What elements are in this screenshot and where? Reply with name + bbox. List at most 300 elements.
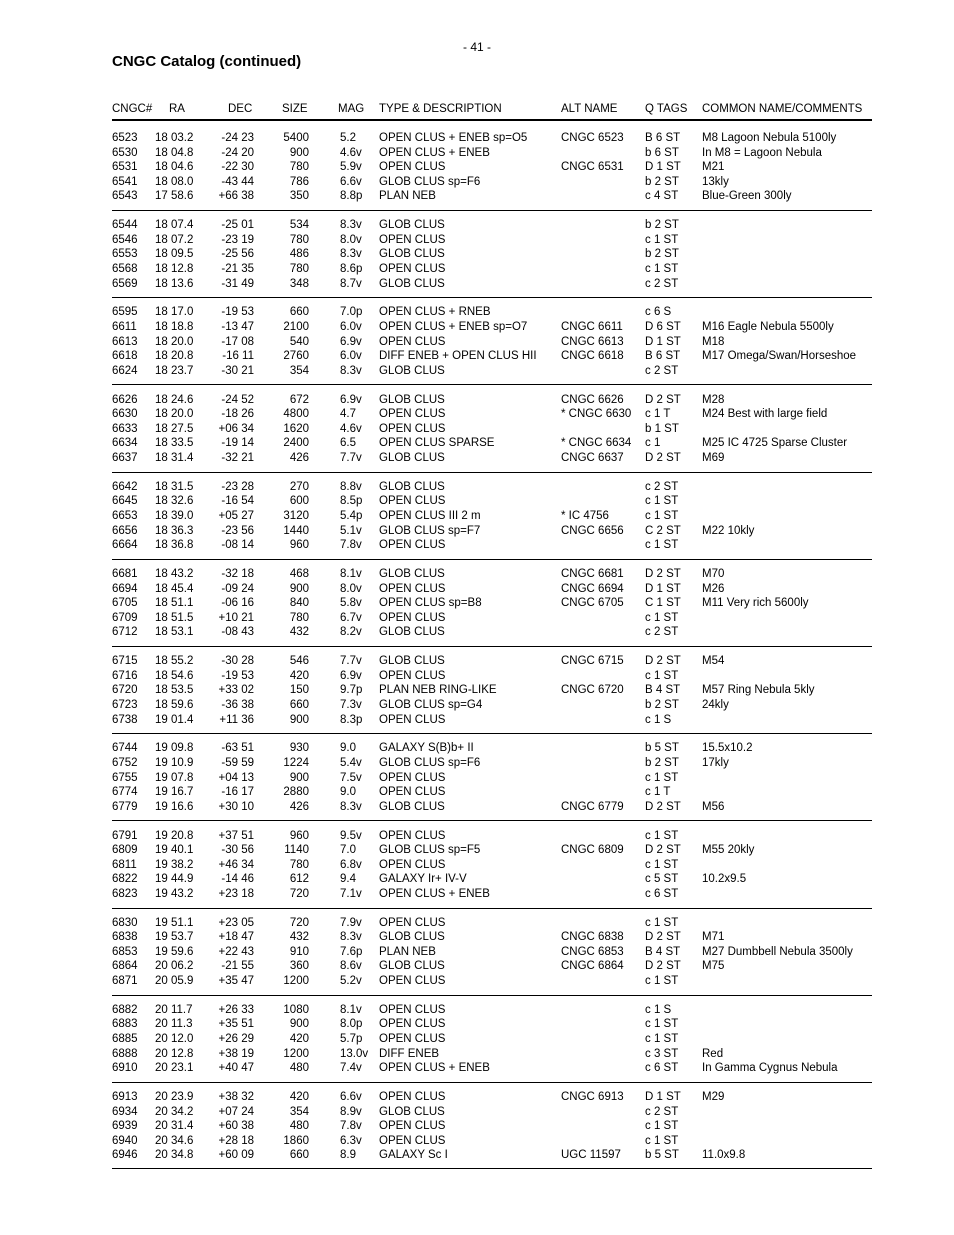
cell-comments: M71 (702, 931, 725, 944)
cell-cngc: 6744 (112, 742, 138, 755)
cell-ra: 18 43.2 (155, 567, 194, 580)
cell-alt-name: CNGC 6838 (561, 931, 624, 944)
cell-cngc: 6624 (112, 364, 138, 377)
cell-cngc: 6645 (112, 495, 138, 508)
cell-alt-name: CNGC 6626 (561, 393, 624, 406)
header-mag: MAG (338, 103, 365, 115)
cell-cngc: 6523 (112, 132, 138, 144)
cell-ra: 18 36.8 (155, 539, 194, 552)
cell-dec: +38 19 (218, 1047, 254, 1060)
table-row (112, 160, 872, 175)
cell-size: 1224 (283, 756, 309, 769)
cell-mag: 8.1v (340, 1003, 362, 1016)
cell-size: 426 (289, 451, 309, 464)
cell-dec: -32 18 (221, 567, 254, 580)
table-row (112, 596, 872, 611)
group-divider (112, 297, 872, 298)
cell-comments: M22 10kly (702, 524, 755, 537)
cell-comments: M54 (702, 655, 725, 668)
cell-cngc: 6838 (112, 931, 138, 944)
cell-comments: M11 Very rich 5600ly (702, 597, 809, 610)
cell-ra: 18 09.5 (155, 248, 194, 261)
header-dec: DEC (228, 103, 253, 115)
cell-q-tags: b 5 ST (645, 1149, 679, 1162)
cell-type: GLOB CLUS (379, 277, 445, 290)
cell-ra: 19 38.2 (155, 858, 194, 871)
cell-dec: -30 21 (221, 364, 254, 377)
cell-q-tags: c 6 S (645, 306, 672, 319)
cell-type: PLAN NEB (379, 190, 436, 203)
cell-mag: 4.6v (340, 146, 362, 159)
cell-alt-name: CNGC 6681 (561, 567, 624, 580)
cell-type: GLOB CLUS (379, 451, 445, 464)
cell-q-tags: c 1 ST (645, 495, 679, 508)
cell-q-tags: b 1 ST (645, 422, 679, 435)
cell-ra: 20 23.9 (155, 1091, 194, 1104)
cell-mag: 8.6p (340, 262, 363, 275)
cell-mag: 13.0v (340, 1047, 369, 1060)
table-row (112, 887, 872, 902)
cell-mag: 7.3v (340, 698, 362, 711)
cell-q-tags: D 1 ST (645, 335, 681, 348)
cell-mag: 6.9v (340, 393, 362, 406)
cell-mag: 8.2v (340, 626, 362, 639)
cell-dec: -32 21 (221, 451, 254, 464)
cell-comments: M70 (702, 567, 725, 580)
cell-cngc: 6934 (112, 1105, 138, 1118)
cell-alt-name: CNGC 6637 (561, 451, 624, 464)
cell-dec: +26 29 (218, 1033, 254, 1046)
cell-type: GLOB CLUS (379, 248, 445, 261)
cell-type: OPEN CLUS sp=B8 (379, 597, 482, 610)
cell-dec: -21 35 (221, 262, 254, 275)
cell-size: 900 (289, 582, 309, 595)
table-row (112, 189, 872, 204)
cell-dec: +40 47 (218, 1062, 254, 1075)
cell-type: GLOB CLUS (379, 1105, 445, 1118)
cell-ra: 19 09.8 (155, 742, 194, 755)
cell-size: 780 (289, 233, 309, 246)
cell-dec: -14 46 (221, 873, 254, 886)
table-row (112, 1003, 872, 1018)
table-row (112, 335, 872, 350)
cell-mag: 8.3v (340, 364, 362, 377)
cell-dec: +46 34 (218, 858, 254, 871)
cell-q-tags: c 1 ST (645, 669, 679, 682)
cell-dec: -16 54 (221, 495, 254, 508)
cell-size: 1860 (283, 1134, 309, 1147)
cell-ra: 19 10.9 (155, 756, 194, 769)
cell-size: 900 (289, 713, 309, 726)
cell-cngc: 6705 (112, 597, 138, 610)
table-row (112, 407, 872, 422)
cell-cngc: 6531 (112, 161, 138, 174)
cell-mag: 5.4v (340, 756, 362, 769)
header-q-tags: Q TAGS (645, 103, 688, 115)
cell-comments: M69 (702, 451, 725, 464)
cell-cngc: 6712 (112, 626, 138, 639)
cell-comments: 24kly (702, 698, 729, 711)
cell-dec: -21 55 (221, 960, 254, 973)
cell-ra: 20 23.1 (155, 1062, 194, 1075)
cell-q-tags: c 1 ST (645, 975, 679, 988)
cell-alt-name: UGC 11597 (561, 1149, 621, 1162)
cell-alt-name: CNGC 6613 (561, 335, 624, 348)
cell-size: 420 (289, 669, 309, 682)
cell-alt-name: CNGC 6715 (561, 655, 624, 668)
cell-size: 900 (289, 1018, 309, 1031)
cell-type: OPEN CLUS (379, 916, 446, 929)
cell-q-tags: c 2 ST (645, 277, 679, 290)
header-cngc: CNGC# (112, 103, 153, 115)
cell-size: 432 (289, 626, 309, 639)
table-row (112, 131, 872, 146)
table-row (112, 1047, 872, 1062)
group-divider (112, 908, 872, 909)
table-header (112, 103, 872, 119)
cell-type: OPEN CLUS (379, 539, 446, 552)
cell-comments: 11.0x9.8 (702, 1149, 746, 1162)
cell-cngc: 6723 (112, 698, 138, 711)
cell-type: GLOB CLUS (379, 655, 445, 668)
cell-size: 660 (289, 1149, 309, 1162)
cell-cngc: 6755 (112, 771, 138, 784)
cell-size: 720 (289, 887, 309, 900)
table-row (112, 262, 872, 277)
table-row (112, 509, 872, 524)
cell-size: 360 (289, 960, 309, 973)
cell-type: OPEN CLUS + ENEB sp=O7 (379, 320, 528, 333)
table-row (112, 698, 872, 713)
cell-dec: +30 10 (218, 800, 254, 813)
row-group (112, 567, 872, 654)
cell-size: 1140 (284, 844, 309, 857)
table-row (112, 771, 872, 786)
table-row (112, 524, 872, 539)
cell-q-tags: c 1 ST (645, 262, 679, 275)
cell-q-tags: B 6 ST (645, 132, 681, 144)
cell-mag: 6.9v (340, 335, 362, 348)
table-row (112, 829, 872, 844)
cell-comments: M8 Lagoon Nebula 5100ly (702, 132, 837, 144)
cell-size: 480 (289, 1062, 309, 1075)
cell-comments: M56 (702, 800, 725, 813)
cell-cngc: 6630 (112, 408, 138, 421)
cell-ra: 18 07.2 (155, 233, 194, 246)
table-row (112, 1119, 872, 1134)
cell-comments: 13kly (702, 175, 729, 188)
cell-q-tags: D 2 ST (645, 655, 681, 668)
row-group (112, 393, 872, 480)
table-row (112, 480, 872, 495)
cell-mag: 8.9v (340, 1105, 362, 1118)
table-row (112, 582, 872, 597)
cell-q-tags: D 2 ST (645, 844, 681, 857)
cell-dec: -24 20 (221, 146, 254, 159)
cell-cngc: 6637 (112, 451, 138, 464)
cell-ra: 18 59.6 (155, 698, 194, 711)
cell-alt-name: CNGC 6523 (561, 132, 624, 144)
cell-ra: 19 16.7 (155, 786, 194, 799)
cell-size: 350 (289, 190, 309, 203)
cell-type: OPEN CLUS + RNEB (379, 306, 491, 319)
cell-size: 900 (289, 771, 309, 784)
cell-q-tags: c 1 ST (645, 858, 679, 871)
cell-ra: 18 03.2 (155, 132, 194, 144)
cell-cngc: 6822 (112, 873, 138, 886)
cell-type: GLOB CLUS (379, 219, 445, 232)
cell-size: 900 (289, 146, 309, 159)
catalog-table (112, 131, 872, 1177)
cell-dec: +35 47 (218, 975, 254, 988)
table-row (112, 945, 872, 960)
cell-size: 150 (289, 684, 309, 697)
cell-dec: -19 53 (221, 306, 254, 319)
cell-comments: 15.5x10.2 (702, 742, 753, 755)
table-row (112, 1134, 872, 1149)
cell-type: GLOB CLUS sp=F5 (379, 844, 481, 857)
cell-type: GLOB CLUS sp=F7 (379, 524, 481, 537)
cell-dec: -24 23 (221, 132, 254, 144)
page-title: CNGC Catalog (continued) (112, 53, 302, 70)
cell-ra: 20 34.2 (155, 1105, 194, 1118)
cell-cngc: 6830 (112, 916, 138, 929)
cell-q-tags: c 1 ST (645, 233, 679, 246)
cell-size: 910 (289, 945, 309, 958)
cell-mag: 7.8v (340, 539, 362, 552)
cell-ra: 20 06.2 (155, 960, 194, 973)
cell-ra: 18 27.5 (155, 422, 194, 435)
cell-type: OPEN CLUS (379, 582, 446, 595)
cell-dec: +06 34 (218, 422, 254, 435)
cell-type: OPEN CLUS (379, 161, 446, 174)
cell-size: 2400 (283, 437, 309, 450)
cell-cngc: 6694 (112, 582, 138, 595)
table-row (112, 916, 872, 931)
cell-size: 780 (289, 161, 309, 174)
cell-mag: 7.6p (340, 945, 363, 958)
cell-q-tags: D 2 ST (645, 800, 681, 813)
cell-cngc: 6543 (112, 190, 138, 203)
cell-mag: 8.8v (340, 480, 362, 493)
cell-comments: M75 (702, 960, 725, 973)
cell-q-tags: b 5 ST (645, 742, 679, 755)
cell-type: GLOB CLUS (379, 480, 445, 493)
row-group (112, 741, 872, 828)
cell-comments: M21 (702, 161, 725, 174)
cell-ra: 19 20.8 (155, 829, 194, 842)
group-divider (112, 472, 872, 473)
cell-type: OPEN CLUS III 2 m (379, 509, 481, 522)
cell-size: 2880 (283, 786, 309, 799)
header-type: TYPE & DESCRIPTION (379, 103, 502, 115)
cell-type: OPEN CLUS + ENEB (379, 146, 490, 159)
group-divider (112, 820, 872, 821)
group-divider (112, 210, 872, 211)
cell-type: GALAXY S(B)b+ II (379, 742, 474, 755)
cell-ra: 19 59.6 (155, 945, 194, 958)
cell-q-tags: B 4 ST (645, 945, 681, 958)
cell-dec: -31 49 (221, 277, 254, 290)
row-group (112, 654, 872, 741)
cell-cngc: 6853 (112, 945, 138, 958)
cell-alt-name: CNGC 6913 (561, 1091, 624, 1104)
cell-ra: 18 24.6 (155, 393, 194, 406)
cell-ra: 18 53.1 (155, 626, 194, 639)
cell-ra: 20 11.7 (155, 1003, 193, 1016)
cell-type: OPEN CLUS + ENEB (379, 887, 490, 900)
cell-ra: 19 43.2 (155, 887, 194, 900)
cell-type: OPEN CLUS (379, 975, 446, 988)
cell-mag: 8.1v (340, 567, 362, 580)
cell-size: 930 (289, 742, 309, 755)
cell-cngc: 6709 (112, 611, 138, 624)
cell-cngc: 6634 (112, 437, 138, 450)
cell-alt-name: CNGC 6694 (561, 582, 624, 595)
cell-size: 5400 (283, 132, 309, 144)
cell-q-tags: b 2 ST (645, 219, 679, 232)
cell-ra: 18 17.0 (155, 306, 194, 319)
cell-ra: 19 16.6 (155, 800, 194, 813)
cell-cngc: 6811 (112, 858, 137, 871)
cell-cngc: 6653 (112, 509, 138, 522)
cell-cngc: 6946 (112, 1149, 138, 1162)
cell-q-tags: c 1 ST (645, 916, 679, 929)
cell-cngc: 6546 (112, 233, 138, 246)
table-row (112, 1148, 872, 1163)
cell-alt-name: CNGC 6618 (561, 350, 624, 363)
cell-q-tags: D 1 ST (645, 582, 681, 595)
cell-mag: 7.0 (340, 844, 356, 857)
cell-ra: 18 13.6 (155, 277, 194, 290)
cell-q-tags: c 3 ST (645, 1047, 679, 1060)
cell-q-tags: c 1 S (645, 1003, 672, 1016)
cell-type: GLOB CLUS (379, 567, 445, 580)
cell-size: 354 (289, 1105, 309, 1118)
cell-mag: 4.6v (340, 422, 362, 435)
cell-cngc: 6611 (112, 320, 137, 333)
cell-mag: 9.0 (340, 742, 356, 755)
cell-type: GALAXY Sc I (379, 1149, 448, 1162)
table-row (112, 349, 872, 364)
cell-ra: 18 55.2 (155, 655, 194, 668)
cell-alt-name: CNGC 6705 (561, 597, 624, 610)
cell-q-tags: D 2 ST (645, 567, 681, 580)
cell-cngc: 6642 (112, 480, 138, 493)
cell-mag: 9.5v (340, 829, 362, 842)
cell-type: OPEN CLUS (379, 1120, 446, 1133)
cell-size: 660 (289, 698, 309, 711)
cell-mag: 5.9v (340, 161, 362, 174)
cell-dec: +23 18 (218, 887, 254, 900)
cell-q-tags: b 2 ST (645, 698, 679, 711)
table-row (112, 436, 872, 451)
table-row (112, 930, 872, 945)
cell-dec: -13 47 (221, 320, 254, 333)
cell-mag: 4.7 (340, 408, 356, 421)
cell-dec: -30 28 (221, 655, 254, 668)
cell-ra: 18 51.1 (155, 597, 194, 610)
cell-mag: 7.8v (340, 1120, 362, 1133)
cell-size: 1620 (283, 422, 309, 435)
table-row (112, 654, 872, 669)
table-row (112, 277, 872, 292)
table-row (112, 567, 872, 582)
table-row (112, 683, 872, 698)
table-row (112, 785, 872, 800)
cell-dec: -43 44 (221, 175, 254, 188)
cell-type: OPEN CLUS (379, 408, 446, 421)
row-group (112, 131, 872, 218)
row-group (112, 1090, 872, 1177)
cell-cngc: 6888 (112, 1047, 138, 1060)
cell-cngc: 6823 (112, 887, 138, 900)
cell-dec: -16 17 (221, 786, 254, 799)
cell-alt-name: CNGC 6779 (561, 800, 624, 813)
cell-ra: 18 31.4 (155, 451, 194, 464)
table-row (112, 146, 872, 161)
cell-type: OPEN CLUS (379, 771, 446, 784)
cell-ra: 18 20.0 (155, 408, 194, 421)
cell-cngc: 6568 (112, 262, 138, 275)
cell-q-tags: c 1 ST (645, 1018, 679, 1031)
cell-alt-name: * CNGC 6634 (561, 437, 632, 450)
cell-q-tags: c 1 ST (645, 539, 679, 552)
cell-ra: 18 45.4 (155, 582, 194, 595)
cell-mag: 9.0 (340, 786, 356, 799)
cell-q-tags: c 1 T (645, 786, 671, 799)
cell-type: OPEN CLUS (379, 713, 446, 726)
cell-ra: 18 39.0 (155, 509, 194, 522)
cell-q-tags: c 2 ST (645, 364, 679, 377)
cell-dec: -17 08 (221, 335, 254, 348)
table-row (112, 1105, 872, 1120)
cell-ra: 18 12.8 (155, 262, 194, 275)
cell-comments: M25 IC 4725 Sparse Cluster (702, 437, 848, 450)
cell-ra: 18 04.6 (155, 161, 194, 174)
cell-size: 2760 (283, 350, 309, 363)
cell-type: OPEN CLUS (379, 262, 446, 275)
cell-dec: +33 02 (218, 684, 254, 697)
cell-q-tags: b 2 ST (645, 175, 679, 188)
cell-ra: 19 53.7 (155, 931, 194, 944)
cell-size: 960 (289, 539, 309, 552)
cell-size: 354 (289, 364, 309, 377)
cell-type: PLAN NEB (379, 945, 436, 958)
cell-type: OPEN CLUS (379, 1033, 446, 1046)
cell-type: OPEN CLUS (379, 786, 446, 799)
table-row (112, 538, 872, 553)
cell-mag: 6.6v (340, 1091, 362, 1104)
cell-ra: 17 58.6 (155, 190, 194, 203)
cell-ra: 19 40.1 (155, 844, 194, 857)
cell-comments: M18 (702, 335, 725, 348)
cell-size: 840 (289, 597, 309, 610)
cell-size: 534 (289, 219, 309, 232)
cell-type: OPEN CLUS (379, 233, 446, 246)
cell-cngc: 6809 (112, 844, 138, 857)
cell-dec: +23 05 (218, 916, 254, 929)
row-group (112, 480, 872, 567)
cell-size: 480 (289, 1120, 309, 1133)
cell-cngc: 6864 (112, 960, 138, 973)
cell-dec: +37 51 (218, 829, 254, 842)
table-row (112, 320, 872, 335)
cell-dec: -08 14 (221, 539, 254, 552)
cell-cngc: 6720 (112, 684, 138, 697)
cell-type: PLAN NEB RING-LIKE (379, 684, 497, 697)
cell-q-tags: c 1 (645, 437, 661, 450)
